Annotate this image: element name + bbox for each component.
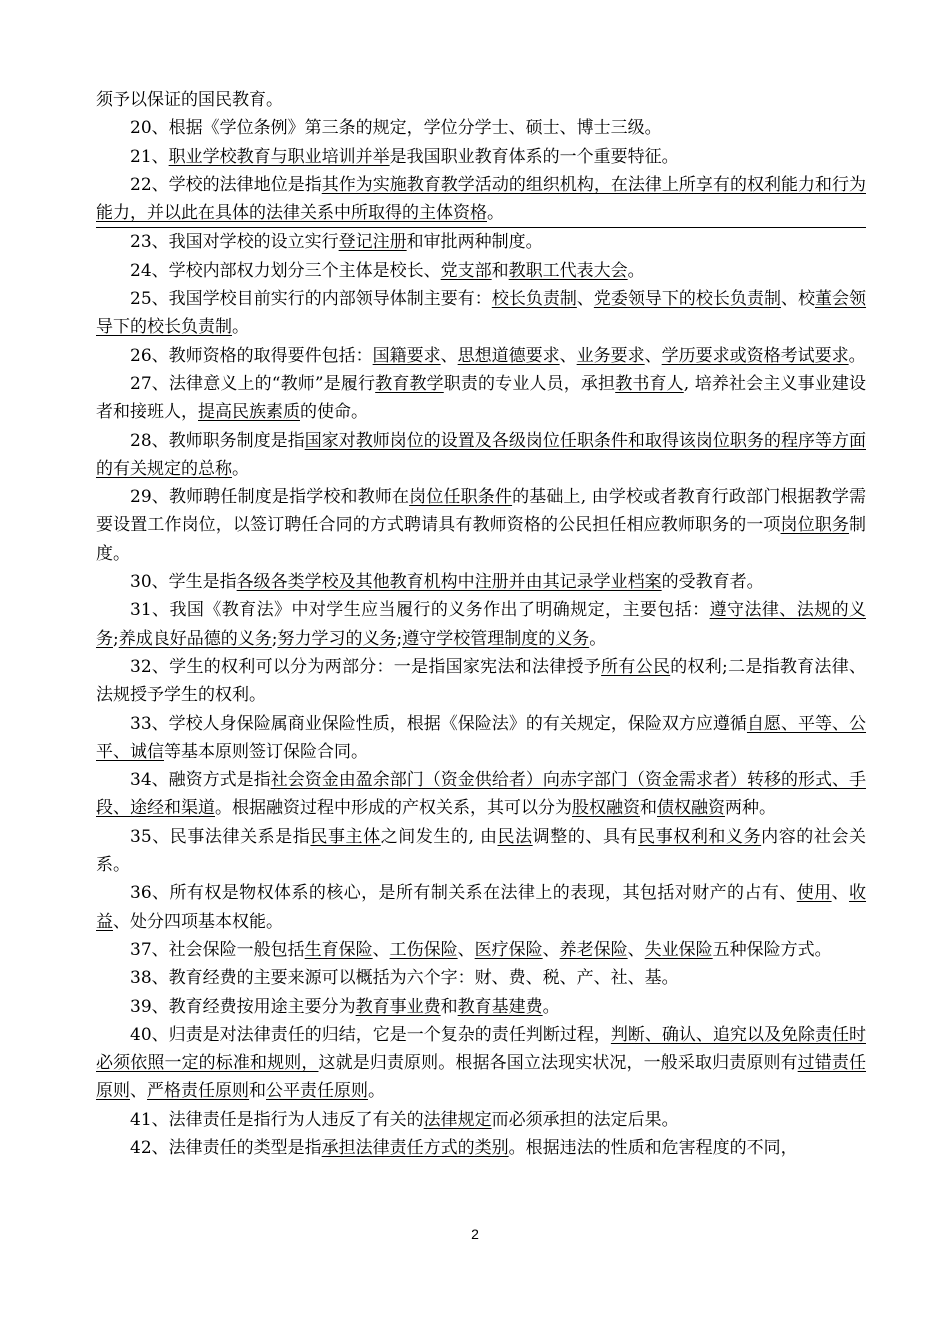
- underlined-answer: 党委领导下的校长负责制: [593, 289, 781, 310]
- paragraph-text: 制度。: [96, 515, 867, 564]
- paragraph-text: 35、民事法律关系是指: [130, 826, 311, 847]
- paragraph-text: 24、学校内部权力划分三个主体是校长、: [130, 260, 441, 281]
- paragraph-text: ;: [396, 628, 403, 649]
- underlined-answer: 职业学校教育与职业培训并举: [168, 146, 390, 167]
- underlined-answer: 国家对教师岗位的设置及各级岗位任职条件和取得该岗位职务的程序等方面的有关规定的总称: [96, 430, 866, 479]
- underlined-answer: 岗位职务: [780, 515, 850, 536]
- paragraph-text: 37、社会保险一般包括: [130, 939, 305, 960]
- underlined-answer: 工伤保险: [389, 939, 458, 960]
- paragraph: [96, 936, 866, 964]
- paragraph: [96, 114, 866, 142]
- paragraph-text: 。: [848, 345, 866, 366]
- paragraph-text: 。: [232, 458, 249, 479]
- paragraph-text: 须予以保证的国民教育。: [96, 90, 283, 110]
- paragraph: [96, 823, 866, 880]
- paragraph: [96, 710, 866, 767]
- paragraph-text: 29、教师聘任制度是指学校和教师在: [130, 487, 410, 508]
- paragraph: [96, 1134, 866, 1162]
- underlined-answer: 教书育人: [615, 373, 684, 394]
- underlined-answer: 过错责任原则: [96, 1053, 867, 1102]
- paragraph-text: ;: [113, 628, 119, 649]
- underlined-answer: 校长负责制: [491, 289, 577, 310]
- document-body: [96, 86, 866, 1162]
- underlined-answer: 社会资金由盈余部门（资金供给者）向赤字部门（资金需求者）转移的形式、手段、途经和渠道: [96, 770, 866, 819]
- underlined-answer: 其作为实施教育教学活动的组织机构，在法律上所享有的权利能力和行为能力，并以此在具体的法律关系中所取得的主体资格: [96, 174, 866, 224]
- paragraph-text: 42、法律责任的类型是指: [130, 1137, 322, 1158]
- underlined-answer: 国籍要求: [372, 345, 441, 366]
- paragraph-text: 21、: [130, 146, 169, 167]
- paragraph: [96, 257, 866, 285]
- paragraph-text: 等基本原则签订保险合同。: [164, 741, 368, 762]
- underlined-answer: 判断、确认、追究以及免除责任时必须依照一定的标准和规则，: [96, 1024, 866, 1074]
- paragraph-text: 、处分四项基本权能。: [113, 911, 283, 932]
- paragraph-text: 、: [542, 939, 560, 960]
- underlined-answer: 遵守法律、法规的义务: [96, 600, 866, 649]
- underlined-answer: 遵守学校管理制度的义务: [402, 628, 590, 649]
- paragraph-text: 36、所有权是物权体系的核心，是所有制关系在法律上的表现，其包括对财产的占有、: [130, 883, 797, 904]
- underlined-answer: 严格责任原则: [147, 1081, 249, 1102]
- underlined-answer: 养老保险: [559, 939, 628, 960]
- underlined-answer: 努力学习的义务: [277, 628, 397, 649]
- paragraph: [96, 993, 866, 1021]
- underlined-answer: 业务要求: [576, 345, 645, 366]
- underlined-answer: 各级各类学校及其他教育机构中注册并由其记录学业档案: [236, 572, 662, 593]
- paragraph-text: 39、教育经费按用途主要分为: [130, 996, 356, 1017]
- underlined-answer: 医疗保险: [474, 939, 543, 960]
- underlined-answer: 使用: [796, 883, 832, 904]
- paragraph: [96, 228, 866, 256]
- paragraph: [96, 653, 866, 710]
- paragraph-text: ;: [271, 628, 278, 649]
- paragraph-text: 内容的社会关系。: [96, 826, 867, 876]
- paragraph-text: 22、学校的法律地位是指: [130, 174, 322, 195]
- underlined-answer: 所有公民: [601, 656, 671, 677]
- paragraph: [96, 879, 866, 936]
- paragraph: [96, 370, 866, 427]
- underlined-answer: 自愿、平等、公平、诚信: [96, 713, 867, 762]
- paragraph-text: 。: [368, 1081, 385, 1102]
- paragraph-text: 20、根据《学位条例》第三条的规定，学位分学士、硕士、博士三级。: [130, 118, 662, 139]
- paragraph-text: 32、学生的权利可以分为两部分：一是指国家宪法和法律授予: [130, 656, 602, 677]
- underlined-answer: 生育保险: [304, 939, 373, 960]
- underlined-answer: 学历要求或资格考试要求: [661, 345, 849, 366]
- underlined-answer: 失业保险: [644, 939, 713, 960]
- paragraph-text: 。根据违法的性质和危害程度的不同，: [508, 1137, 798, 1158]
- underlined-answer: 承担法律责任方式的类别: [321, 1137, 509, 1158]
- paragraph-text: 、: [457, 939, 475, 960]
- paragraph-text: 两种。: [725, 798, 776, 819]
- underlined-answer: 提高民族素质: [198, 402, 300, 423]
- paragraph-text: 、: [576, 289, 594, 310]
- underlined-answer: 登记注册: [338, 232, 407, 253]
- underlined-answer: 养成良好品德的义务: [118, 628, 272, 649]
- paragraph-text: 。: [232, 317, 249, 338]
- paragraph-text: 和: [440, 996, 458, 1017]
- paragraph-text: 。: [487, 203, 504, 224]
- underlined-answer: 岗位任职条件: [409, 487, 513, 508]
- underlined-answer: 董会领导下的校长负责制: [96, 289, 867, 338]
- underlined-answer: 思想道德要求: [457, 345, 560, 366]
- paragraph-text: 的受教育者。: [661, 572, 764, 593]
- paragraph-text: 、: [831, 883, 850, 904]
- paragraph-text: 31、我国《教育法》中对学生应当履行的义务作出了明确规定，主要包括：: [130, 600, 710, 621]
- paragraph: [96, 766, 866, 823]
- paragraph: [96, 86, 866, 114]
- paragraph-text: 25、我国学校目前实行的内部领导体制主要有：: [130, 289, 492, 310]
- paragraph-text: 。: [627, 260, 645, 281]
- underlined-answer: 教育教学: [375, 373, 444, 394]
- paragraph-text: 38、教育经费的主要来源可以概括为六个字：财、费、税、产、社、基。: [130, 968, 679, 989]
- underlined-answer: 民事主体: [310, 826, 381, 847]
- paragraph: [96, 1106, 866, 1134]
- paragraph-text: 而必须承担的法定后果。: [491, 1109, 679, 1130]
- paragraph-text: 之间发生的, 由: [380, 826, 498, 847]
- page-number: 2: [471, 1226, 479, 1242]
- paragraph-text: 的基础上, 由学校或者教育行政部门根据教学需要设置工作岗位，以签订聘任合同的方式聘请具有教师资格的公民担任相应教师职务的一项: [96, 487, 867, 536]
- underlined-answer: 法律规定: [423, 1109, 492, 1130]
- paragraph: [96, 964, 866, 992]
- underlined-answer: 债权融资: [657, 798, 725, 819]
- paragraph-text: 、: [130, 1081, 147, 1102]
- paragraph: [96, 171, 866, 228]
- underlined-answer: 教育基建费: [457, 996, 543, 1017]
- paragraph: [96, 1021, 866, 1106]
- paragraph-text: 、: [559, 345, 577, 366]
- underlined-answer: 收益: [96, 883, 867, 932]
- paragraph: [96, 342, 866, 370]
- paragraph-text: 和审批两种制度。: [406, 232, 543, 253]
- paragraph-text: 和: [640, 798, 657, 819]
- paragraph-text: 、: [644, 345, 662, 366]
- underlined-answer: 教职工代表大会: [508, 260, 628, 281]
- underlined-answer: 民法: [497, 826, 533, 847]
- paragraph-text: , 培养社会主义事业建设者和接班人，: [96, 373, 867, 423]
- paragraph-text: 、: [440, 345, 458, 366]
- paragraph-text: 这就是归责原则。根据各国立法现实状况，一般采取归责原则有: [318, 1053, 798, 1074]
- paragraph-text: 33、学校人身保险属商业保险性质，根据《保险法》的有关规定，保险双方应遵循: [130, 713, 747, 734]
- paragraph-text: 和: [491, 260, 509, 281]
- underlined-answer: 公平责任原则: [266, 1081, 368, 1102]
- paragraph-text: 、校: [780, 289, 815, 310]
- paragraph-text: 23、我国对学校的设立实行: [130, 232, 339, 253]
- paragraph-text: 30、学生是指: [130, 572, 237, 593]
- paragraph: [96, 568, 866, 596]
- paragraph-text: 是我国职业教育体系的一个重要特征。: [389, 146, 679, 167]
- paragraph-text: 27、法律意义上的“教师”是履行: [130, 373, 376, 394]
- underlined-answer: 党支部: [440, 260, 492, 281]
- paragraph-text: 26、教师资格的取得要件包括：: [130, 345, 373, 366]
- paragraph-text: 41、法律责任是指行为人违反了有关的: [130, 1109, 424, 1130]
- paragraph-text: 、: [627, 939, 645, 960]
- underlined-answer: 股权融资: [572, 798, 640, 819]
- paragraph: [96, 483, 866, 568]
- paragraph-text: 调整的、具有: [532, 826, 639, 847]
- paragraph-text: 和: [249, 1081, 266, 1102]
- paragraph-text: 五种保险方式。: [712, 939, 832, 960]
- paragraph-text: 、: [372, 939, 390, 960]
- underlined-answer: 民事权利和义务: [638, 826, 762, 847]
- paragraph: [96, 285, 866, 342]
- paragraph-text: 。: [542, 996, 560, 1017]
- paragraph-text: 职责的专业人员，承担: [443, 373, 616, 394]
- paragraph: [96, 143, 866, 171]
- underlined-answer: 教育事业费: [355, 996, 441, 1017]
- paragraph-text: 的权利;二是指教育法律、法规授予学生的权利。: [96, 656, 866, 706]
- paragraph: [96, 427, 866, 484]
- paragraph-text: 的使命。: [300, 402, 368, 423]
- paragraph-text: 40、归责是对法律责任的归结，它是一个复杂的责任判断过程，: [130, 1024, 611, 1045]
- paragraph: [96, 596, 866, 653]
- paragraph-text: 。根据融资过程中形成的产权关系，其可以分为: [215, 798, 572, 819]
- paragraph-text: 34、融资方式是指: [130, 770, 271, 791]
- paragraph-text: 28、教师职务制度是指: [130, 430, 305, 451]
- paragraph-text: 。: [589, 628, 607, 649]
